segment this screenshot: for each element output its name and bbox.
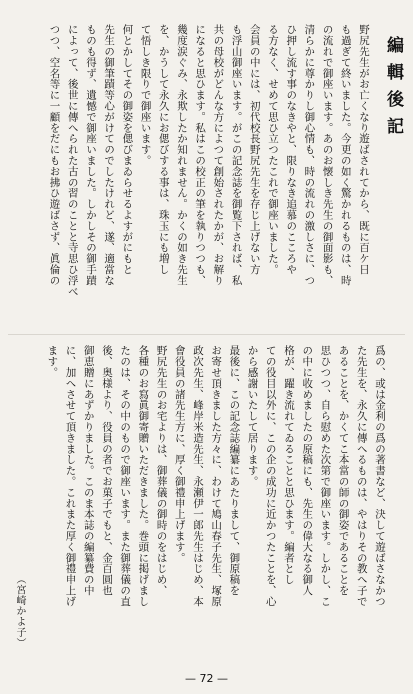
- text-column: たのは、その中のもので御座います。また御葬儀の直: [119, 345, 132, 607]
- text-column: に、加へさせて頂きました。これまた厚く御禮申上げ: [64, 345, 77, 607]
- text-column: ます。: [46, 345, 59, 378]
- text-column: ての役目以外に、この企の成功に近かつたことを、心: [264, 345, 277, 607]
- text-column: になると思ひます。私はこの校正の筆を執りつつも、: [194, 24, 207, 286]
- body-text-lower: [29, 345, 389, 645]
- text-column: 御恵贈にあずかりました。このま本誌の編纂費の中: [82, 345, 95, 596]
- body-text-upper: [33, 24, 373, 329]
- text-column: 野尻先生がお亡くなり遊ばされてから、既に百ケ日: [358, 24, 370, 275]
- text-column: 野尻先生のお宅よりは、御葬儀の御時のをはじめ、: [155, 345, 168, 596]
- text-column: た先生を、永久に傳へるものは、やはりその教へ子で: [355, 345, 368, 607]
- author-signature: （宮崎かよ子）: [14, 574, 25, 649]
- text-column: る方なく、せめて思ひ立つたこれで御座いました。: [266, 24, 279, 275]
- text-column: を、かうして永久にお偲びする事は、珠玉にも増し: [157, 24, 170, 275]
- text-column: から感謝いたして居ります。: [246, 345, 259, 487]
- text-column: 格が、躍き流れてゐることと思ひます。編者とし: [282, 345, 295, 585]
- text-column: 共の母校がどんな方によつて創始されたかが、お解り: [212, 24, 225, 286]
- section-title: 編輯後記: [383, 36, 403, 144]
- text-column: 思ひつつ、自ら慰めた次第で御座います。しかし、こ: [319, 345, 332, 607]
- text-column: 各種のお寫眞御寄贈いただきました。巻頭に掲げまし: [137, 345, 150, 607]
- text-column: ひ押し流す事のなきやと、限りなき追慕のこころや: [285, 24, 298, 275]
- text-column: 爲の、或は金利の爲の著書など、決して遊ばさなかつ: [374, 345, 386, 607]
- text-column: も過ぎて終いました。今更の如く驚かれるものは、時: [339, 24, 352, 286]
- text-column: 清らかに尊かりし御心情も、時の流れの激しさに、つ: [303, 24, 316, 286]
- text-column: の流れで御座います。あのお懐しき先生の御面影も、: [321, 24, 334, 286]
- text-column: によって、後世に傳へられた古の習のことと寺思ひ浮べ: [66, 24, 79, 297]
- text-column: お寄せ頂きました方々に、わけて鳩山春子先生、塚原: [210, 345, 223, 607]
- text-column: て悟しき限りで御座います。: [139, 24, 152, 166]
- text-column: 會役員の諸先生方に、厚く御禮申上げます。: [173, 345, 186, 563]
- text-column: あることを、かくてこ本當の師の御姿であることを: [337, 345, 350, 596]
- text-column: 会員の中には、初代校長野尻先生を存じ上げない方: [248, 24, 261, 275]
- text-column: の中に收めましたの原稿にも、先生の偉大なる御人: [301, 345, 314, 596]
- text-column: 先生の御筆蹟等心がけてのでしたけれど、遂、適當な: [103, 24, 116, 286]
- text-column: つつ、空名等に一顧をだにもお拂ひ遊ばさず、眞倫の: [48, 24, 61, 286]
- text-column: 幾度涙ぐみ、永欺したか知れません。かくの如き先生: [175, 24, 188, 286]
- text-column: 最後に、この記念誌編纂にあたりまして、御原稿を: [228, 345, 241, 596]
- text-column: も浮山御座います。がこの記念誌を御覧下されば、私: [230, 24, 243, 286]
- text-column: 後、奥様より、役員の者でお菓子でもと、金百圓也: [100, 345, 113, 596]
- section-divider: [8, 334, 405, 335]
- page-number: — 72 —: [185, 672, 228, 685]
- text-column: ものも得ず、遺憾で御座いました。しかしその御手蹟: [84, 24, 97, 286]
- text-column: 政次先生、峰岸米造先生、永瀬伊一郎先生はじめ、本: [191, 345, 204, 607]
- text-column: 何とかしてその御姿を偲びまゐらせるよすがにもと: [121, 24, 134, 275]
